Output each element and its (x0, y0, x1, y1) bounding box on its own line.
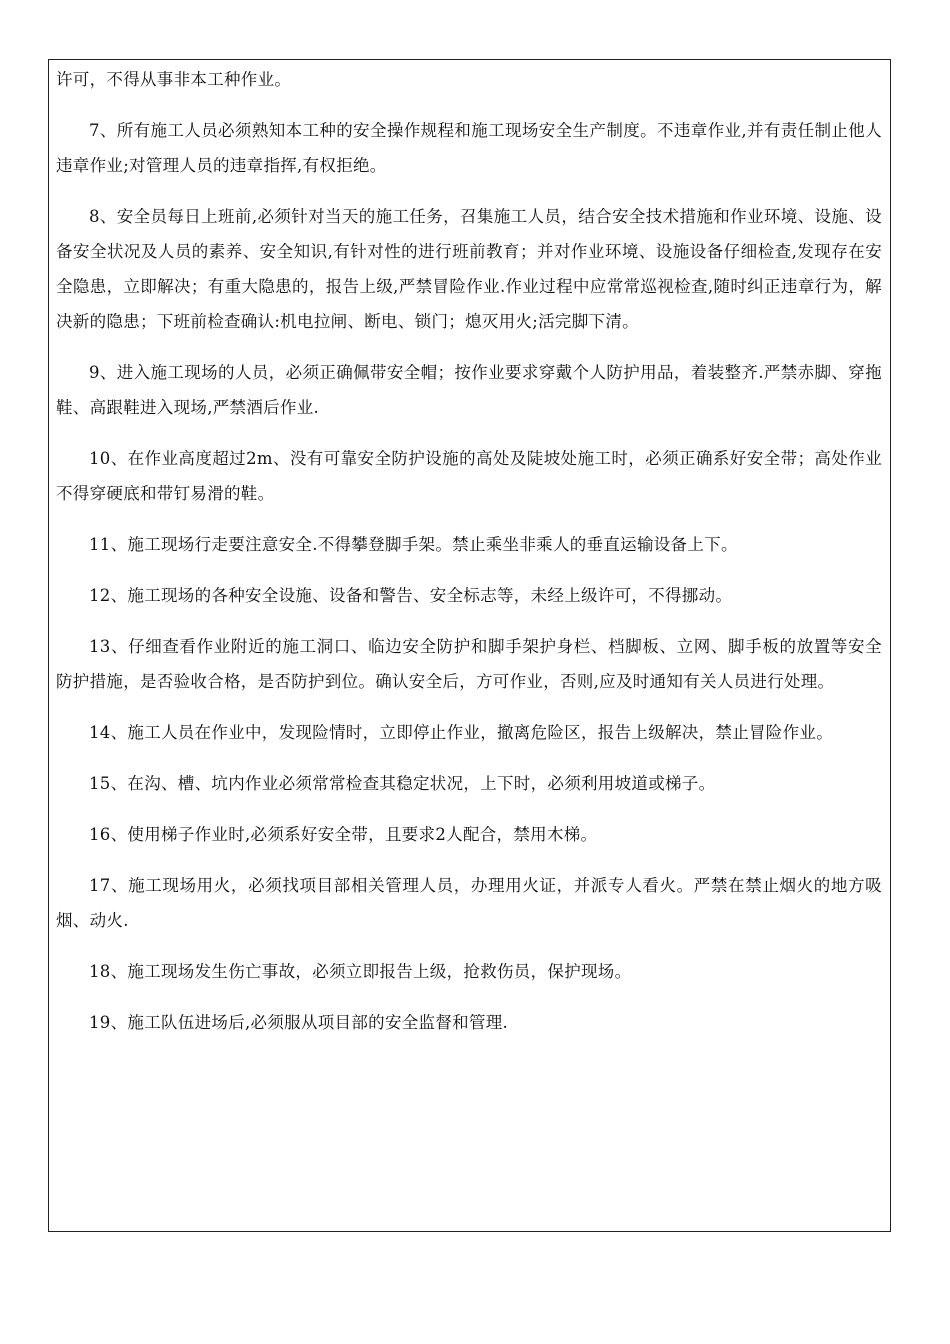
paragraph-rule-8: 8、安全员每日上班前,必须针对当天的施工任务，召集施工人员，结合安全技术措施和作业环境、设施、设备安全状况及人员的素养、安全知识,有针对性的进行班前教育；并对作业环境、设施设备仔细检查,发现存在安全隐患，立即解决；有重大隐患的，报告上级,严禁冒险作业.作业过程中应常常巡视检查,随时纠正违章行为，解决新的隐患；下班前检查确认:机电拉闸、断电、锁门；熄灭用火;活完脚下清。 (56, 207, 882, 331)
paragraph-rule-15: 15、在沟、槽、坑内作业必须常常检查其稳定状况，上下时，必须利用坡道或梯子。 (89, 774, 716, 793)
paragraph-rule-13: 13、仔细查看作业附近的施工洞口、临边安全防护和脚手架护身栏、档脚板、立网、脚手板的放置等安全防护措施，是否验收合格，是否防护到位。确认安全后，方可作业，否则,应及时通知有关人员进行处理。 (56, 637, 882, 691)
paragraph-rule-14: 14、施工人员在作业中，发现险情时，立即停止作业，撤离危险区，报告上级解决，禁止冒险作业。 (89, 723, 833, 742)
paragraph-rule-11: 11、施工现场行走要注意安全.不得攀登脚手架。禁止乘坐非乘人的垂直运输设备上下。 (89, 535, 738, 554)
paragraph-rule-16: 16、使用梯子作业时,必须系好安全带，且要求2人配合，禁用木梯。 (89, 825, 598, 844)
paragraph-rule-9: 9、进入施工现场的人员，必须正确佩带安全帽；按作业要求穿戴个人防护用品，着装整齐.严禁赤脚、穿拖鞋、高跟鞋进入现场,严禁酒后作业. (56, 363, 882, 417)
paragraph-rule-7: 7、所有施工人员必须熟知本工种的安全操作规程和施工现场安全生产制度。不违章作业,并有责任制止他人违章作业;对管理人员的违章指挥,有权拒绝。 (56, 121, 882, 175)
paragraph-rule-18: 18、施工现场发生伤亡事故，必须立即报告上级，抢救伤员，保护现场。 (89, 962, 632, 981)
document-body (56, 60, 882, 1040)
paragraph-rule-10: 10、在作业高度超过2m、没有可靠安全防护设施的高处及陡坡处施工时，必须正确系好安全带；高处作业不得穿硬底和带钉易滑的鞋。 (56, 449, 882, 503)
paragraph-rule-19: 19、施工队伍进场后,必须服从项目部的安全监督和管理. (89, 1013, 509, 1032)
document-frame (48, 59, 891, 1232)
paragraph-rule-12: 12、施工现场的各种安全设施、设备和警告、安全标志等，未经上级许可，不得挪动。 (89, 586, 733, 605)
paragraph-continued: 许可，不得从事非本工种作业。 (56, 70, 292, 89)
paragraph-rule-17: 17、施工现场用火，必须找项目部相关管理人员，办理用火证，并派专人看火。严禁在禁止烟火的地方吸烟、动火. (56, 876, 882, 930)
